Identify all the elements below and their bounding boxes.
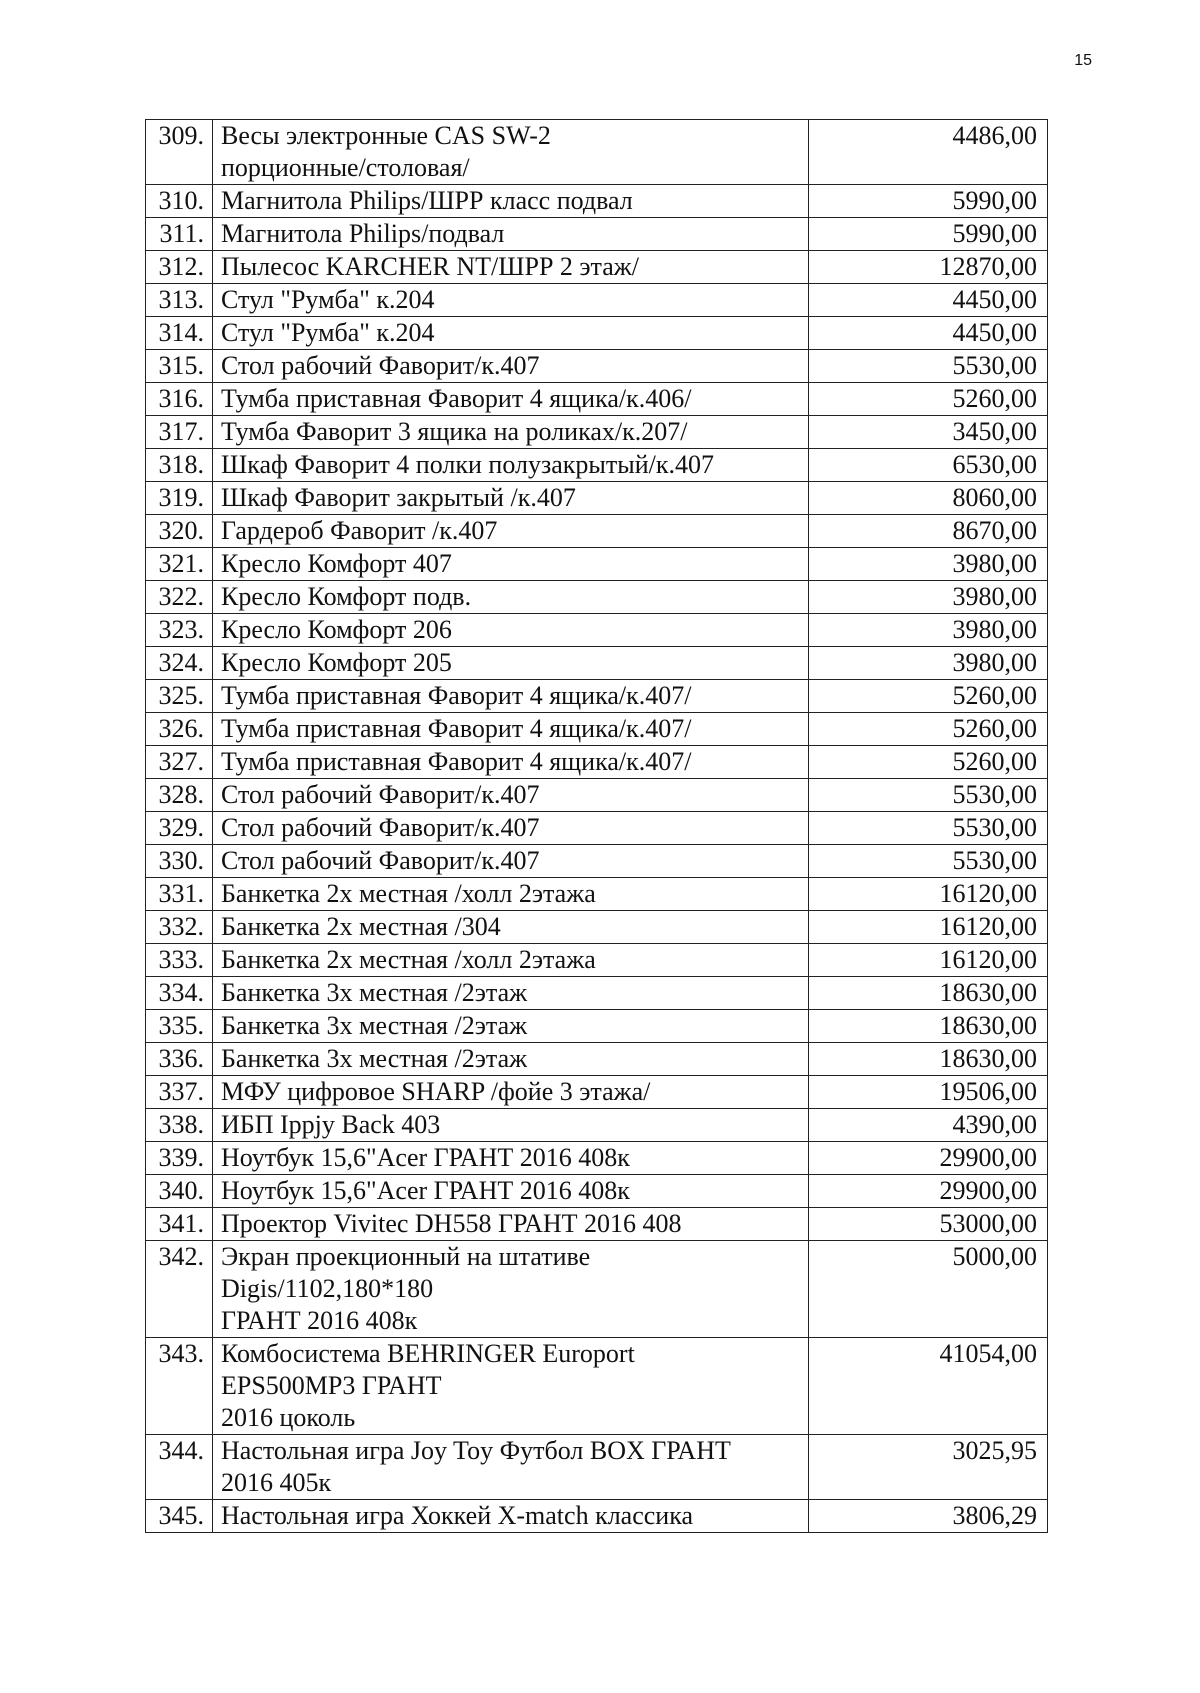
item-number: 335. bbox=[146, 1010, 213, 1043]
item-price: 5530,00 bbox=[809, 350, 1048, 383]
item-number: 344. bbox=[146, 1435, 213, 1500]
table-row bbox=[146, 878, 1048, 911]
item-number: 334. bbox=[146, 977, 213, 1010]
item-description-line: Комбосистема BEHRINGER Europort bbox=[221, 1339, 635, 1368]
item-description-line: Гардероб Фаворит /к.407 bbox=[221, 516, 498, 545]
item-number: 331. bbox=[146, 878, 213, 911]
item-price: 16120,00 bbox=[809, 944, 1048, 977]
item-description-line: Кресло Комфорт 206 bbox=[221, 615, 452, 644]
item-description bbox=[213, 416, 809, 449]
item-price: 4450,00 bbox=[809, 284, 1048, 317]
item-number: 339. bbox=[146, 1142, 213, 1175]
item-description bbox=[213, 614, 809, 647]
item-number: 317. bbox=[146, 416, 213, 449]
item-description-line: Банкетка 3х местная /2этаж bbox=[221, 1011, 528, 1040]
item-number: 324. bbox=[146, 647, 213, 680]
item-description-line: Настольная игра Хоккей X-match классика bbox=[221, 1501, 693, 1530]
item-price: 3025,95 bbox=[809, 1435, 1048, 1500]
table-row bbox=[146, 515, 1048, 548]
table-row bbox=[146, 482, 1048, 515]
table-row bbox=[146, 1241, 1048, 1338]
item-number: 342. bbox=[146, 1241, 213, 1338]
item-number: 336. bbox=[146, 1043, 213, 1076]
item-description-line: Банкетка 2х местная /холл 2этажа bbox=[221, 879, 596, 908]
item-description-line: Стул "Румба" к.204 bbox=[221, 285, 435, 314]
table-row bbox=[146, 812, 1048, 845]
item-price: 8060,00 bbox=[809, 482, 1048, 515]
item-description bbox=[213, 680, 809, 713]
item-price: 5530,00 bbox=[809, 845, 1048, 878]
item-price: 5990,00 bbox=[809, 185, 1048, 218]
item-price: 5260,00 bbox=[809, 680, 1048, 713]
item-description bbox=[213, 779, 809, 812]
item-price: 16120,00 bbox=[809, 878, 1048, 911]
item-price: 53000,00 bbox=[809, 1208, 1048, 1241]
item-price: 5990,00 bbox=[809, 218, 1048, 251]
item-description bbox=[213, 977, 809, 1010]
item-number: 343. bbox=[146, 1338, 213, 1435]
item-description-line: Тумба приставная Фаворит 4 ящика/к.406/ bbox=[221, 384, 692, 413]
item-description-line: 2016 405к bbox=[221, 1468, 332, 1497]
item-description bbox=[213, 515, 809, 548]
item-number: 328. bbox=[146, 779, 213, 812]
item-description bbox=[213, 878, 809, 911]
item-price: 29900,00 bbox=[809, 1175, 1048, 1208]
item-description-line: Кресло Комфорт подв. bbox=[221, 582, 472, 611]
item-number: 326. bbox=[146, 713, 213, 746]
item-description bbox=[213, 1208, 809, 1241]
item-number: 313. bbox=[146, 284, 213, 317]
item-description-line: Весы электронные CAS SW-2 bbox=[221, 121, 551, 150]
item-price: 5000,00 bbox=[809, 1241, 1048, 1338]
item-description bbox=[213, 581, 809, 614]
table-row bbox=[146, 383, 1048, 416]
item-number: 337. bbox=[146, 1076, 213, 1109]
inventory-table-body bbox=[146, 120, 1048, 1533]
item-description-line: Настольная игра Joy Toy Футбол BOX ГРАНТ bbox=[221, 1436, 731, 1465]
item-description bbox=[213, 317, 809, 350]
item-number: 311. bbox=[146, 218, 213, 251]
item-description-line: Кресло Комфорт 407 bbox=[221, 549, 452, 578]
table-row bbox=[146, 746, 1048, 779]
item-description-line: Магнитола Philips/ШРР класс подвал bbox=[221, 186, 633, 215]
item-description bbox=[213, 812, 809, 845]
item-number: 338. bbox=[146, 1109, 213, 1142]
item-description bbox=[213, 383, 809, 416]
item-description bbox=[213, 944, 809, 977]
item-number: 322. bbox=[146, 581, 213, 614]
item-description bbox=[213, 120, 809, 185]
item-description-line: Тумба приставная Фаворит 4 ящика/к.407/ bbox=[221, 747, 692, 776]
item-description bbox=[213, 911, 809, 944]
item-description-line: Шкаф Фаворит закрытый /к.407 bbox=[221, 483, 576, 512]
item-price: 3980,00 bbox=[809, 647, 1048, 680]
item-description-line: МФУ цифровое SHARP /фойе 3 этажа/ bbox=[221, 1077, 651, 1106]
item-description-line: Тумба Фаворит 3 ящика на роликах/к.207/ bbox=[221, 417, 688, 446]
item-price: 12870,00 bbox=[809, 251, 1048, 284]
item-description-line: Пылесос KARCHER NT/ШРР 2 этаж/ bbox=[221, 252, 639, 281]
item-number: 332. bbox=[146, 911, 213, 944]
item-number: 323. bbox=[146, 614, 213, 647]
item-description-line: Стол рабочий Фаворит/к.407 bbox=[221, 351, 540, 380]
item-description-line: Стол рабочий Фаворит/к.407 bbox=[221, 780, 540, 809]
item-number: 333. bbox=[146, 944, 213, 977]
item-price: 18630,00 bbox=[809, 1010, 1048, 1043]
item-description-line: EPS500MP3 ГРАНТ bbox=[221, 1371, 442, 1400]
page-number: 15 bbox=[1074, 52, 1092, 69]
table-row bbox=[146, 1010, 1048, 1043]
item-number: 325. bbox=[146, 680, 213, 713]
item-description bbox=[213, 548, 809, 581]
item-number: 309. bbox=[146, 120, 213, 185]
item-description-line: ИБП Ippjy Back 403 bbox=[221, 1110, 441, 1139]
item-price: 5260,00 bbox=[809, 383, 1048, 416]
table-row bbox=[146, 1043, 1048, 1076]
item-price: 4450,00 bbox=[809, 317, 1048, 350]
item-description-line: Тумба приставная Фаворит 4 ящика/к.407/ bbox=[221, 681, 692, 710]
table-row bbox=[146, 185, 1048, 218]
item-price: 16120,00 bbox=[809, 911, 1048, 944]
item-description-line: Проектор Vivitec DH558 ГРАНТ 2016 408 bbox=[221, 1209, 682, 1238]
item-description bbox=[213, 284, 809, 317]
table-row bbox=[146, 350, 1048, 383]
item-number: 320. bbox=[146, 515, 213, 548]
item-number: 327. bbox=[146, 746, 213, 779]
item-number: 315. bbox=[146, 350, 213, 383]
table-row bbox=[146, 1175, 1048, 1208]
item-description-line: Стол рабочий Фаворит/к.407 bbox=[221, 846, 540, 875]
item-description-line: Стул "Румба" к.204 bbox=[221, 318, 435, 347]
item-description-line: Тумба приставная Фаворит 4 ящика/к.407/ bbox=[221, 714, 692, 743]
item-description-line: Банкетка 3х местная /2этаж bbox=[221, 1044, 528, 1073]
item-number: 330. bbox=[146, 845, 213, 878]
item-description bbox=[213, 1076, 809, 1109]
table-row bbox=[146, 251, 1048, 284]
item-description-line: Стол рабочий Фаворит/к.407 bbox=[221, 813, 540, 842]
item-description-line: Банкетка 2х местная /холл 2этажа bbox=[221, 945, 596, 974]
table-row bbox=[146, 1500, 1048, 1533]
item-description-line: Кресло Комфорт 205 bbox=[221, 648, 452, 677]
table-row bbox=[146, 713, 1048, 746]
item-description bbox=[213, 713, 809, 746]
item-description bbox=[213, 1175, 809, 1208]
item-description-line: Ноутбук 15,6"Acer ГРАНТ 2016 408к bbox=[221, 1176, 630, 1205]
table-row bbox=[146, 548, 1048, 581]
item-price: 6530,00 bbox=[809, 449, 1048, 482]
item-price: 19506,00 bbox=[809, 1076, 1048, 1109]
item-description-line: ГРАНТ 2016 408к bbox=[221, 1306, 418, 1335]
item-number: 319. bbox=[146, 482, 213, 515]
table-row bbox=[146, 614, 1048, 647]
table-row bbox=[146, 977, 1048, 1010]
item-description-line: Digis/1102,180*180 bbox=[221, 1274, 434, 1303]
table-row bbox=[146, 1338, 1048, 1435]
item-number: 340. bbox=[146, 1175, 213, 1208]
item-price: 41054,00 bbox=[809, 1338, 1048, 1435]
item-description bbox=[213, 1338, 809, 1435]
item-number: 345. bbox=[146, 1500, 213, 1533]
item-price: 5530,00 bbox=[809, 779, 1048, 812]
table-row bbox=[146, 1208, 1048, 1241]
item-description bbox=[213, 1500, 809, 1533]
item-description bbox=[213, 1109, 809, 1142]
table-row bbox=[146, 317, 1048, 350]
item-description bbox=[213, 1043, 809, 1076]
item-price: 3980,00 bbox=[809, 581, 1048, 614]
item-description-line: Ноутбук 15,6"Acer ГРАНТ 2016 408к bbox=[221, 1143, 630, 1172]
table-row bbox=[146, 416, 1048, 449]
item-description bbox=[213, 251, 809, 284]
item-price: 5260,00 bbox=[809, 713, 1048, 746]
item-price: 3450,00 bbox=[809, 416, 1048, 449]
item-description bbox=[213, 482, 809, 515]
item-description bbox=[213, 845, 809, 878]
item-price: 29900,00 bbox=[809, 1142, 1048, 1175]
table-row bbox=[146, 1109, 1048, 1142]
item-description bbox=[213, 746, 809, 779]
item-description bbox=[213, 350, 809, 383]
table-row bbox=[146, 944, 1048, 977]
table-row bbox=[146, 284, 1048, 317]
table-row bbox=[146, 779, 1048, 812]
item-description bbox=[213, 1241, 809, 1338]
item-description bbox=[213, 185, 809, 218]
item-description-line: Экран проекционный на штативе bbox=[221, 1242, 591, 1271]
item-description-line: 2016 цоколь bbox=[221, 1403, 356, 1432]
item-description bbox=[213, 218, 809, 251]
table-row bbox=[146, 449, 1048, 482]
item-number: 310. bbox=[146, 185, 213, 218]
item-number: 341. bbox=[146, 1208, 213, 1241]
table-row bbox=[146, 1076, 1048, 1109]
table-row bbox=[146, 1435, 1048, 1500]
table-row bbox=[146, 218, 1048, 251]
item-price: 3980,00 bbox=[809, 548, 1048, 581]
item-description bbox=[213, 449, 809, 482]
item-price: 8670,00 bbox=[809, 515, 1048, 548]
item-description bbox=[213, 1010, 809, 1043]
item-price: 18630,00 bbox=[809, 977, 1048, 1010]
table-row bbox=[146, 1142, 1048, 1175]
table-row bbox=[146, 120, 1048, 185]
item-description-line: порционные/столовая/ bbox=[221, 153, 470, 182]
item-description bbox=[213, 1142, 809, 1175]
item-price: 5260,00 bbox=[809, 746, 1048, 779]
item-number: 314. bbox=[146, 317, 213, 350]
item-number: 321. bbox=[146, 548, 213, 581]
item-description bbox=[213, 647, 809, 680]
item-description-line: Шкаф Фаворит 4 полки полузакрытый/к.407 bbox=[221, 450, 714, 479]
item-number: 316. bbox=[146, 383, 213, 416]
item-price: 18630,00 bbox=[809, 1043, 1048, 1076]
item-price: 4390,00 bbox=[809, 1109, 1048, 1142]
table-row bbox=[146, 845, 1048, 878]
item-price: 3980,00 bbox=[809, 614, 1048, 647]
item-price: 4486,00 bbox=[809, 120, 1048, 185]
table-row bbox=[146, 680, 1048, 713]
item-description bbox=[213, 1435, 809, 1500]
table-row bbox=[146, 581, 1048, 614]
inventory-table bbox=[145, 119, 1048, 1533]
item-price: 5530,00 bbox=[809, 812, 1048, 845]
item-number: 312. bbox=[146, 251, 213, 284]
table-row bbox=[146, 647, 1048, 680]
table-row bbox=[146, 911, 1048, 944]
item-description-line: Банкетка 2х местная /304 bbox=[221, 912, 501, 941]
item-description-line: Магнитола Philips/подвал bbox=[221, 219, 505, 248]
item-price: 3806,29 bbox=[809, 1500, 1048, 1533]
item-number: 329. bbox=[146, 812, 213, 845]
item-number: 318. bbox=[146, 449, 213, 482]
item-description-line: Банкетка 3х местная /2этаж bbox=[221, 978, 528, 1007]
